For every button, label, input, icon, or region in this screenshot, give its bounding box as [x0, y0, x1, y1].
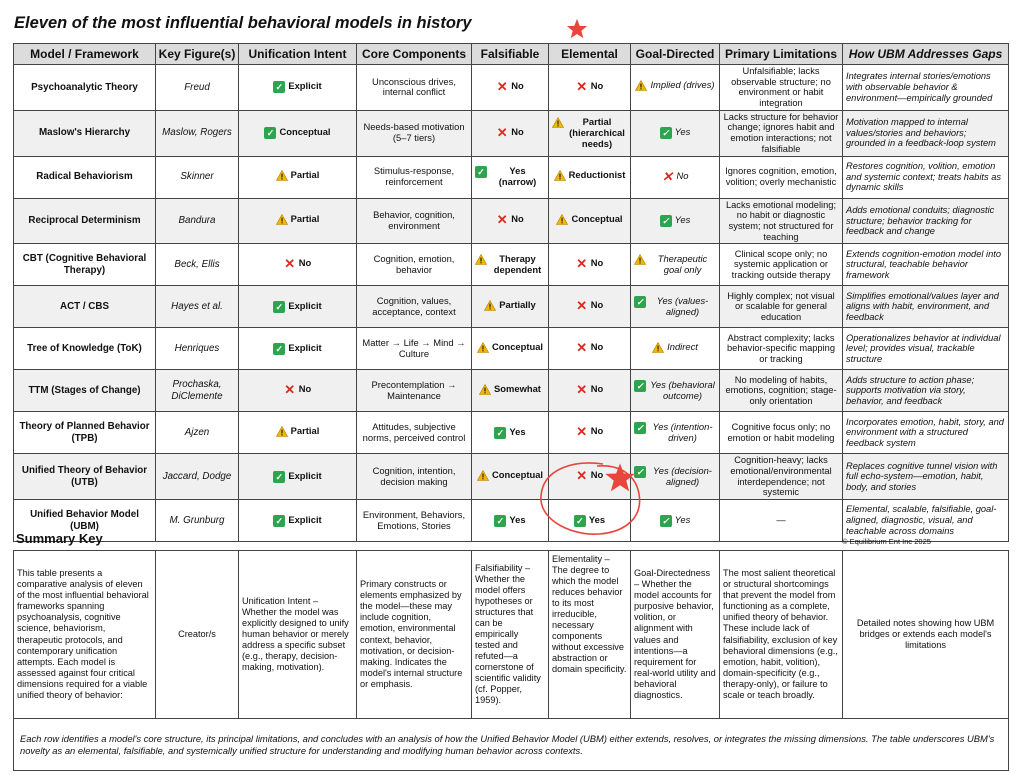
falsifiable-cell [472, 110, 549, 156]
warning-icon [276, 170, 288, 181]
warning-icon [475, 254, 487, 265]
elemental-label: Partial (hierarchical needs) [569, 115, 625, 149]
unification-label: Partial [290, 169, 320, 181]
goal-label: Therapeutic goal only [657, 252, 708, 275]
key-figures: Hayes et al. [156, 286, 239, 328]
model-name: ACT / CBS [14, 286, 156, 328]
check-icon: ✓ [494, 515, 506, 527]
table-row [14, 198, 1009, 244]
summary-conclusion: Each row identifies a model's core structure, its principal limitations, and concludes with an analysis of how the Unified Behavior Model (UBM) either extends, resolves, or integrates the missing dimensions. The table underscores UBM's novelty as an elemental, falsifiable, and systemically unified structure for understanding and modifying human behavior across contexts. [14, 719, 1009, 771]
table-row [14, 110, 1009, 156]
ubm-addresses-gaps: Replaces cognitive tunnel vision with full echo-system—emotion, habit, body, and stories [843, 454, 1009, 500]
falsifiable-label: Partially [499, 298, 536, 310]
table-row [14, 328, 1009, 370]
elemental-label: Conceptual [571, 212, 623, 224]
cross-icon: ✕ [496, 212, 508, 228]
column-header: Falsifiable [472, 44, 549, 65]
elemental-label: No [590, 257, 604, 269]
check-icon: ✓ [634, 466, 646, 478]
summary-cell: Falsifiability – Whether the model offers hypotheses or structures that can be empirically tested and refuted—a cornerstone of scientific validity (cf. Popper, 1959). [472, 551, 549, 719]
ubm-addresses-gaps: Simplifies emotional/values layer and aligns with habit, environment, and feedback [843, 286, 1009, 328]
primary-limitations: Cognitive focus only; no emotion or habit modeling [720, 412, 843, 454]
primary-limitations: Abstract complexity; lacks behavior-specific mapping or tracking [720, 328, 843, 370]
elemental-label: No [590, 79, 604, 91]
primary-limitations: Unfalsifiable; lacks observable structure; no environment or habit integration [720, 65, 843, 111]
elemental-label: No [590, 383, 604, 395]
key-figures: Maslow, Rogers [156, 110, 239, 156]
table-row [14, 370, 1009, 412]
check-icon: ✓ [273, 81, 285, 93]
summary-conclusion-row [14, 719, 1009, 771]
elemental-cell [549, 328, 631, 370]
goal-label: Yes [674, 213, 691, 225]
falsifiable-label: No [511, 213, 524, 225]
key-figures: Freud [156, 65, 239, 111]
model-name: Theory of Planned Behavior (TPB) [14, 412, 156, 454]
check-icon: ✓ [634, 380, 646, 392]
column-header: Goal-Directed [631, 44, 720, 65]
goal-label: Implied (drives) [650, 79, 715, 91]
falsifiable-cell [472, 286, 549, 328]
falsifiable-label: No [511, 125, 524, 137]
core-components: Precontemplation → Maintenance [357, 370, 472, 412]
cross-icon: ✕ [284, 382, 296, 398]
ubm-addresses-gaps: Integrates internal stories/emotions with observable behavior & environment—empirically grounded [843, 65, 1009, 111]
warning-icon [479, 384, 491, 395]
check-icon: ✓ [660, 127, 672, 139]
primary-limitations: Ignores cognition, emotion, volition; overly mechanistic [720, 156, 843, 198]
primary-limitations: Clinical scope only; no systemic application or tracking outside therapy [720, 244, 843, 286]
primary-limitations: Lacks emotional modeling; no habit or diagnostic system; not structured for teaching [720, 198, 843, 244]
summary-key-table [13, 550, 1009, 771]
goal-label: Yes (intention-driven) [652, 420, 713, 443]
falsifiable-cell [472, 328, 549, 370]
unification-label: No [298, 383, 312, 395]
unification-label: Explicit [288, 80, 322, 92]
goal-cell [631, 65, 720, 111]
goal-cell [631, 286, 720, 328]
falsifiable-cell [472, 198, 549, 244]
unification-cell [239, 198, 357, 244]
key-figures: Skinner [156, 156, 239, 198]
table-row [14, 65, 1009, 111]
elemental-cell [549, 244, 631, 286]
key-figures: M. Grunburg [156, 500, 239, 542]
core-components: Cognition, values, acceptance, context [357, 286, 472, 328]
falsifiable-label: Conceptual [491, 468, 544, 480]
elemental-cell [549, 156, 631, 198]
warning-icon [552, 117, 564, 128]
ubm-addresses-gaps: Adds structure to action phase; supports motivation via story, behavior, and feedback [843, 370, 1009, 412]
check-icon: ✓ [273, 471, 285, 483]
comparison-table [13, 43, 1009, 542]
check-icon: ✓ [574, 515, 586, 527]
falsifiable-cell [472, 156, 549, 198]
summary-cell: Goal-Directedness – Whether the model accounts for purposive behavior, volition, or alignment with values and intentions—a requirement for real-world utility and behavioral diagnostics. [631, 551, 720, 719]
goal-cell [631, 328, 720, 370]
check-icon: ✓ [273, 515, 285, 527]
goal-label: Yes (decision-aligned) [653, 464, 712, 487]
unification-cell [239, 370, 357, 412]
table-row [14, 156, 1009, 198]
primary-limitations: No modeling of habits, emotions, cognition; stage-only orientation [720, 370, 843, 412]
unification-label: Explicit [288, 513, 322, 525]
goal-label: Yes (behavioral outcome) [650, 378, 715, 401]
model-name: Psychoanalytic Theory [14, 65, 156, 111]
model-name: Unified Theory of Behavior (UTB) [14, 454, 156, 500]
falsifiable-label: Conceptual [491, 340, 544, 352]
warning-icon [484, 300, 496, 311]
check-icon: ✓ [660, 515, 672, 527]
key-figures: Ajzen [156, 412, 239, 454]
star-icon [604, 462, 636, 494]
elemental-label: Reductionist [568, 169, 626, 181]
page-title: Eleven of the most influential behavioral models in history [14, 14, 472, 32]
ubm-addresses-gaps: Operationalizes behavior at individual level; provides visual, trackable structure [843, 328, 1009, 370]
core-components: Cognition, intention, decision making [357, 454, 472, 500]
warning-icon [276, 214, 288, 225]
check-icon: ✓ [634, 422, 646, 434]
model-name: Radical Behaviorism [14, 156, 156, 198]
check-icon: ✓ [660, 215, 672, 227]
elemental-cell [549, 370, 631, 412]
column-header: Unification Intent [239, 44, 357, 65]
cross-icon: ✕ [496, 124, 508, 140]
warning-icon [554, 170, 566, 181]
table-row [14, 412, 1009, 454]
summary-cell: This table presents a comparative analysis of eleven of the most influential behavioral frameworks spanning psychoanalysis, cognitive science, behaviorism, therapeutic protocols, and contemporary unification attempts. Each model is assessed against four critical dimensions required for a viable unified theory of behavior: [14, 551, 156, 719]
warning-icon [477, 342, 489, 353]
goal-label: Yes [674, 513, 691, 525]
key-figures: Beck, Ellis [156, 244, 239, 286]
unification-cell [239, 244, 357, 286]
warning-icon [652, 342, 664, 353]
cross-icon: ✕ [576, 424, 588, 440]
unification-cell [239, 328, 357, 370]
summary-cell: The most salient theoretical or structural shortcomings that prevent the model from functioning as a complete, unified theory of behavior. These include lack of falsifiability, exclusion of key behavioral dimensions (e.g., emotion, habit, volition), domain-specificity (e.g., therapy-only), or failure to scale or teach broadly. [720, 551, 843, 719]
goal-label: No [676, 169, 689, 181]
goal-label: Indirect [667, 340, 698, 352]
goal-cell [631, 244, 720, 286]
elemental-cell [549, 198, 631, 244]
check-icon: ✓ [273, 301, 285, 313]
primary-limitations: — [720, 500, 843, 542]
column-header: Key Figure(s) [156, 44, 239, 65]
column-header: Primary Limitations [720, 44, 843, 65]
core-components: Stimulus-response, reinforcement [357, 156, 472, 198]
primary-limitations: Highly complex; not visual or scalable for general education [720, 286, 843, 328]
unification-cell [239, 454, 357, 500]
falsifiable-label: Somewhat [494, 382, 541, 394]
unification-label: Partial [290, 424, 320, 436]
core-components: Attitudes, subjective norms, perceived control [357, 412, 472, 454]
summary-key-row [14, 551, 1009, 719]
cross-icon: ✕ [284, 256, 296, 272]
unification-cell [239, 286, 357, 328]
elemental-cell [549, 65, 631, 111]
goal-label: Yes (values-aligned) [656, 294, 709, 317]
model-name: Reciprocal Determinism [14, 198, 156, 244]
goal-cell [631, 156, 720, 198]
check-icon: ✓ [475, 166, 487, 178]
table-row [14, 454, 1009, 500]
elemental-cell [549, 412, 631, 454]
cross-icon: ✕ [576, 256, 588, 272]
unification-label: No [298, 257, 312, 269]
key-figures: Jaccard, Dodge [156, 454, 239, 500]
model-name: TTM (Stages of Change) [14, 370, 156, 412]
check-icon: ✓ [264, 127, 276, 139]
goal-cell [631, 198, 720, 244]
cross-icon: ✕ [662, 168, 673, 184]
falsifiable-label: No [511, 79, 524, 91]
falsifiable-label: Yes (narrow) [498, 165, 537, 187]
table-header-row [14, 44, 1009, 65]
cross-icon: ✕ [576, 382, 588, 398]
falsifiable-label: Yes [509, 425, 526, 437]
warning-icon [276, 426, 288, 437]
ubm-addresses-gaps: Elemental, scalable, falsifiable, goal-aligned, diagnostic, visual, and teachable across domains [843, 500, 1009, 542]
key-figures: Prochaska, DiClemente [156, 370, 239, 412]
warning-icon [477, 470, 489, 481]
elemental-label: No [590, 341, 604, 353]
summary-cell: Primary constructs or elements emphasized by the model—these may include cognition, emotion, environmental context, behavior, motivation, or decision-making. Indicates the model's internal structure or emphasis. [357, 551, 472, 719]
check-icon: ✓ [634, 296, 646, 308]
table-row [14, 500, 1009, 542]
goal-cell [631, 110, 720, 156]
unification-label: Explicit [288, 299, 322, 311]
ubm-addresses-gaps: Adds emotional conduits; diagnostic structure; behavior tracking for feedback and change [843, 198, 1009, 244]
core-components: Matter → Life → Mind → Culture [357, 328, 472, 370]
model-name: Tree of Knowledge (ToK) [14, 328, 156, 370]
model-name: Unified Behavior Model (UBM) [14, 500, 156, 542]
cross-icon: ✕ [576, 298, 588, 314]
goal-cell [631, 370, 720, 412]
elemental-cell [549, 110, 631, 156]
core-components: Environment, Behaviors, Emotions, Stories [357, 500, 472, 542]
cross-icon: ✕ [576, 78, 588, 94]
elemental-label: No [590, 425, 604, 437]
summary-cell: Unification Intent – Whether the model was explicitly designed to unify human behavior or merely address a specific subset (e.g., therapy, decision-making, motivation). [239, 551, 357, 719]
cross-icon: ✕ [576, 468, 588, 484]
column-header: How UBM Addresses Gaps [843, 44, 1009, 65]
unification-label: Explicit [288, 469, 322, 481]
ubm-addresses-gaps: Motivation mapped to internal values/stories and behaviors; grounded in a feedback-loop system [843, 110, 1009, 156]
model-name: Maslow's Hierarchy [14, 110, 156, 156]
cross-icon: ✕ [576, 340, 588, 356]
core-components: Unconscious drives, internal conflict [357, 65, 472, 111]
ubm-addresses-gaps: Extends cognition-emotion model into structural, teachable behavior framework [843, 244, 1009, 286]
model-name: CBT (Cognitive Behavioral Therapy) [14, 244, 156, 286]
warning-icon [634, 254, 646, 265]
elemental-cell [549, 286, 631, 328]
falsifiable-cell [472, 65, 549, 111]
summary-cell: Creator/s [156, 551, 239, 719]
summary-title: Summary Key [16, 531, 103, 546]
falsifiable-label: Therapy dependent [493, 252, 542, 275]
unification-cell [239, 412, 357, 454]
key-figures: Bandura [156, 198, 239, 244]
table-row [14, 286, 1009, 328]
check-icon: ✓ [273, 343, 285, 355]
goal-cell [631, 412, 720, 454]
warning-icon [556, 214, 568, 225]
star-icon [566, 18, 588, 40]
unification-cell [239, 65, 357, 111]
check-icon: ✓ [494, 427, 506, 439]
falsifiable-label: Yes [509, 513, 526, 525]
elemental-label: No [590, 299, 604, 311]
primary-limitations: Cognition-heavy; lacks emotional/environmental interdependence; not systemic [720, 454, 843, 500]
elemental-label: Yes [588, 513, 606, 525]
ubm-addresses-gaps: Restores cognition, volition, emotion and systemic context; treats habits as dynamic skills [843, 156, 1009, 198]
falsifiable-cell [472, 370, 549, 412]
table-row [14, 244, 1009, 286]
core-components: Behavior, cognition, environment [357, 198, 472, 244]
summary-cell: Detailed notes showing how UBM bridges or extends each model's limitations [843, 551, 1009, 719]
falsifiable-cell [472, 412, 549, 454]
core-components: Cognition, emotion, behavior [357, 244, 472, 286]
unification-label: Partial [290, 212, 320, 224]
ubm-addresses-gaps: Incorporates emotion, habit, story, and environment with a structured feedback system [843, 412, 1009, 454]
column-header: Model / Framework [14, 44, 156, 65]
primary-limitations: Lacks structure for behavior change; ignores habit and emotion interactions; not falsifiable [720, 110, 843, 156]
key-figures: Henriques [156, 328, 239, 370]
elemental-label: No [590, 469, 604, 481]
cross-icon: ✕ [496, 78, 508, 94]
column-header: Elemental [549, 44, 631, 65]
unification-cell [239, 110, 357, 156]
warning-icon [635, 80, 647, 91]
summary-cell: Elementality – The degree to which the model reduces behavior to its most irreducible, necessary components without excessive abstraction or domain specificity. [549, 551, 631, 719]
falsifiable-cell [472, 244, 549, 286]
unification-label: Conceptual [279, 126, 331, 138]
unification-cell [239, 156, 357, 198]
goal-label: Yes [674, 126, 691, 138]
unification-cell [239, 500, 357, 542]
copyright-notice: © Equilibrium Ent Inc 2025 [842, 537, 931, 546]
core-components: Needs-based motivation (5–7 tiers) [357, 110, 472, 156]
unification-label: Explicit [288, 341, 322, 353]
column-header: Core Components [357, 44, 472, 65]
